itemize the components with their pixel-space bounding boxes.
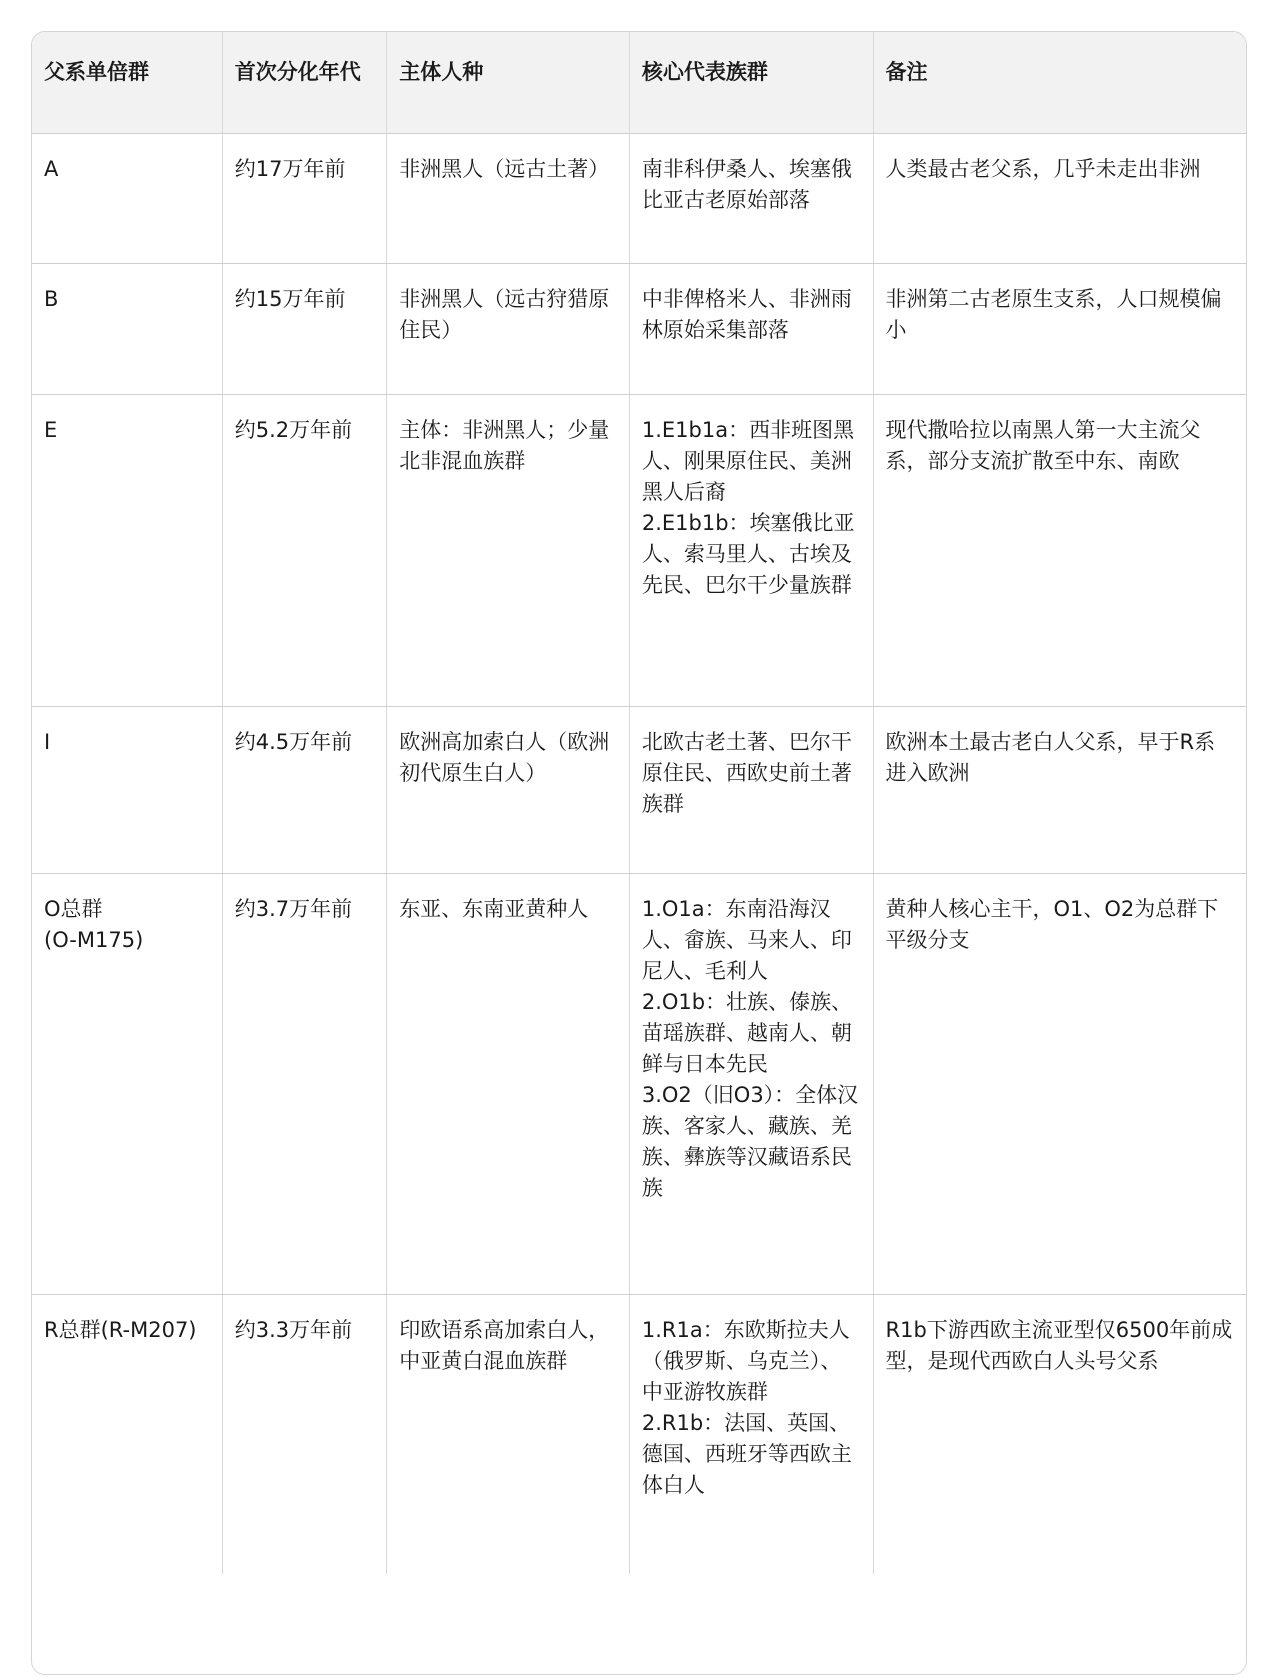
- table-header-row: [32, 32, 1246, 133]
- header-haplogroup: 父系单倍群: [32, 32, 222, 133]
- header-race: 主体人种: [387, 32, 630, 133]
- cell-race: 主体：非洲黑人；少量北非混血族群: [387, 394, 630, 706]
- cell-age: 约15万年前: [222, 263, 387, 394]
- cell-age: 约3.7万年前: [222, 873, 387, 1294]
- cell-groups: 中非俾格米人、非洲雨林原始采集部落: [629, 263, 873, 394]
- cell-groups: 北欧古老土著、巴尔干原住民、西欧史前土著族群: [629, 706, 873, 873]
- table-row: [32, 394, 1246, 706]
- header-age: 首次分化年代: [222, 32, 387, 133]
- cell-note: 现代撒哈拉以南黑人第一大主流父系，部分支流扩散至中东、南欧: [873, 394, 1246, 706]
- table-row: [32, 706, 1246, 873]
- cell-haplogroup: B: [32, 263, 222, 394]
- cell-race: 非洲黑人（远古土著）: [387, 133, 630, 263]
- cell-note: 黄种人核心主干，O1、O2为总群下平级分支: [873, 873, 1246, 1294]
- cell-haplogroup: I: [32, 706, 222, 873]
- cell-race: 非洲黑人（远古狩猎原住民）: [387, 263, 630, 394]
- cell-haplogroup: E: [32, 394, 222, 706]
- table-row: [32, 1294, 1246, 1574]
- header-groups: 核心代表族群: [629, 32, 873, 133]
- haplogroup-table-container: [31, 31, 1247, 1675]
- cell-haplogroup: O总群 (O-M175): [32, 873, 222, 1294]
- cell-groups: 1.E1b1a：西非班图黑人、刚果原住民、美洲黑人后裔 2.E1b1b：埃塞俄比亚人、索马里人、古埃及先民、巴尔干少量族群: [629, 394, 873, 706]
- cell-race: 欧洲高加索白人（欧洲初代原生白人）: [387, 706, 630, 873]
- cell-haplogroup: A: [32, 133, 222, 263]
- table-row: [32, 263, 1246, 394]
- header-note: 备注: [873, 32, 1246, 133]
- cell-note: 欧洲本土最古老白人父系，早于R系进入欧洲: [873, 706, 1246, 873]
- haplogroup-table: [32, 32, 1246, 1574]
- cell-race: 印欧语系高加索白人，中亚黄白混血族群: [387, 1294, 630, 1574]
- cell-race: 东亚、东南亚黄种人: [387, 873, 630, 1294]
- cell-age: 约5.2万年前: [222, 394, 387, 706]
- cell-haplogroup: R总群(R-M207): [32, 1294, 222, 1574]
- cell-age: 约4.5万年前: [222, 706, 387, 873]
- cell-note: 非洲第二古老原生支系，人口规模偏小: [873, 263, 1246, 394]
- cell-note: R1b下游西欧主流亚型仅6500年前成型，是现代西欧白人头号父系: [885, 1317, 1233, 1373]
- cell-groups: 南非科伊桑人、埃塞俄比亚古老原始部落: [629, 133, 873, 263]
- cell-groups: 1.R1a：东欧斯拉夫人（俄罗斯、乌克兰）、中亚游牧族群 2.R1b：法国、英国、德国、西班牙等西欧主体白人: [629, 1294, 873, 1574]
- cell-age: 约3.3万年前: [222, 1294, 387, 1574]
- cell-groups: 1.O1a：东南沿海汉人、畲族、马来人、印尼人、毛利人 2.O1b：壮族、傣族、苗瑶族群、越南人、朝鲜与日本先民 3.O2（旧O3）：全体汉族、客家人、藏族、羌族、彝族等汉藏语系民族: [629, 873, 873, 1294]
- table-row: [32, 873, 1246, 1294]
- cell-age: 约17万年前: [222, 133, 387, 263]
- cell-note: 人类最古老父系，几乎未走出非洲: [873, 133, 1246, 263]
- table-row: [32, 133, 1246, 263]
